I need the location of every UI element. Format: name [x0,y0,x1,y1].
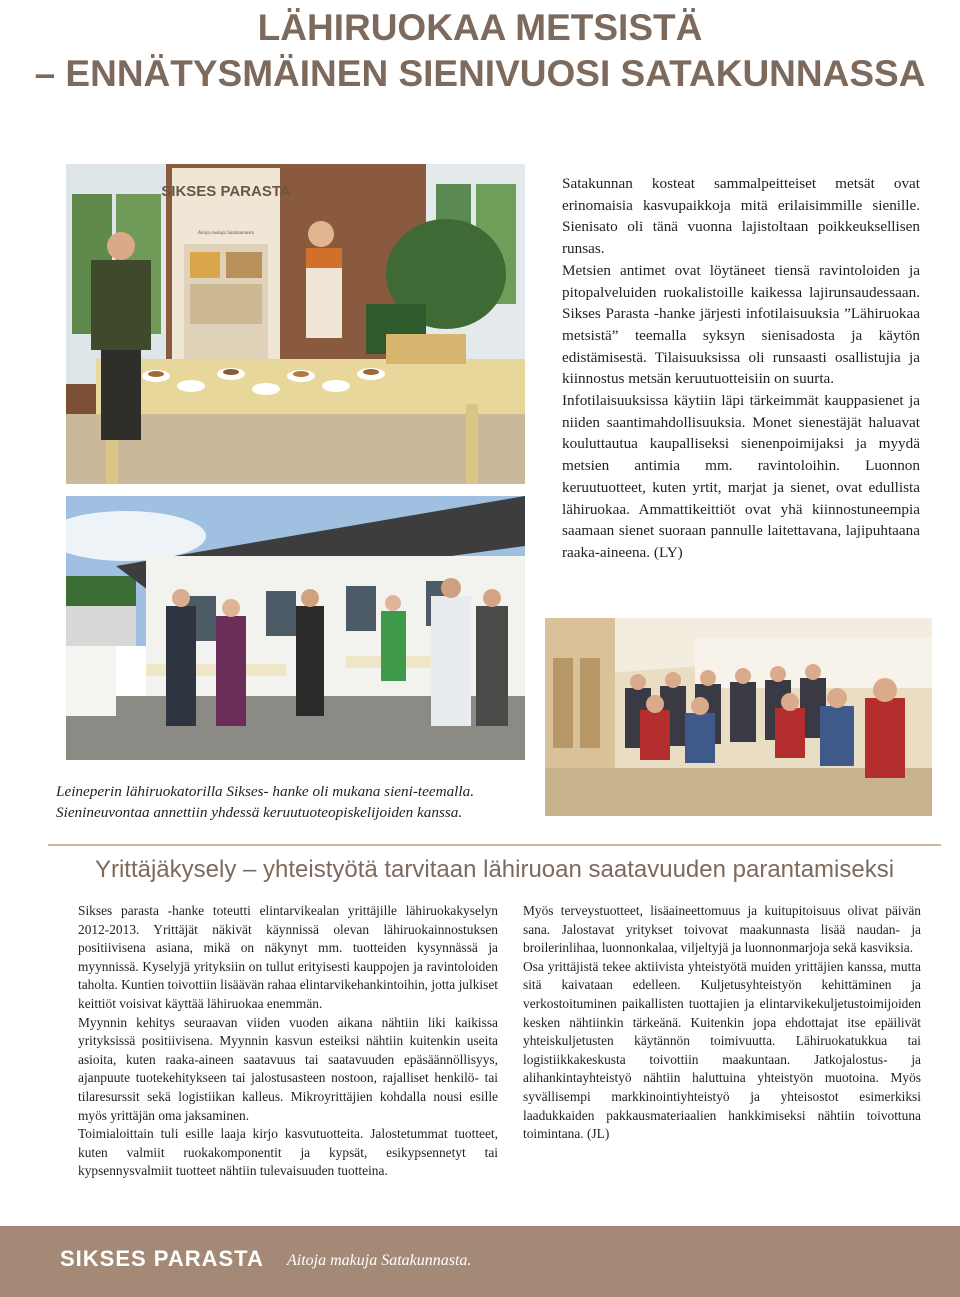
section-heading: Yrittäjäkysely – yhteistyötä tarvitaan lähiruoan saatavuuden parantamiseksi [94,856,895,883]
intro-text [562,173,920,564]
footer-band [0,1226,960,1297]
section-divider [48,844,941,846]
intro-paragraph: Satakunnan kosteat sammalpeitteiset metsät ovat erinomaisia kasvupaikkoja mitä erilaisimmille sienille. Sienisato oli tänä vuonna lajistoltaan poikkeuksellisen runsas. [562,175,920,258]
intro-paragraph: Infotilaisuuksissa käytiin läpi tärkeimmät kauppasienet ja niiden saantimahdollisuuksia. Monet sienestäjät haluavat kouluttautua kaupalliseksi sienenpoimijaksi ja myydä metsien antimia mm. ravintoloihin. Luonnon keruutuotteet, kuten yrtit, marjat ja sienet, ovat edullista lähiruokaa. Ammattikeittiöt ovat yhä kiinnostuneempia saamaan sienet suoraan pannulle laitettavana, lajipuhtaana raaka-aineena. (LY) [562,392,920,561]
intro-paragraph: Metsien antimet ovat löytäneet tiensä ravintoloiden ja pitopalveluiden ruokalistoille kaikessa lajirunsaudessaan. Sikses Parasta -hanke järjesti infotilaisuuksia ”Lähiruokaa metsistä” teemalla syksyn sienisadosta ja käytön edistämisestä. Tilaisuuksissa oli runsaasti osallistujia ja kiinnostus metsän keruutuotteisiin on suurta. [562,261,920,388]
article-paragraph: Myös terveystuotteet, lisäaineettomuus ja kuitupitoisuus olivat päivän sana. Jalostavat yritykset toivovat maakunnasta lisää naudan- ja broilerinlihaa, luonnonkalaa, viljeltyjä ja luonnonmarjoja sekä kasviksia. [523,903,921,956]
photo-outdoor-market [66,496,525,760]
article-paragraph: Toimialoittain tuli esille laaja kirjo kasvutuotteita. Jalostetummat tuotteet, kuten valmiit ruokakomponentit ja kypsät, esikypsennetyt tai kypsennysvalmiit tuotteet nähtiin tulevaisuuden tuotteina. [78,1126,498,1179]
photo-caption [56,781,546,823]
caption-line: Leineperin lähiruokatorilla Sikses- hanke oli mukana sieni-teemalla. [56,783,475,800]
article-column-1 [78,902,498,1181]
photo-info-audience [545,618,932,816]
banner-title: SIKSES PARASTA [161,183,291,200]
article-column-2 [523,902,921,1144]
footer-brand: SIKSES PARASTA [60,1246,264,1271]
article-paragraph: Osa yrittäjistä tekee aktiivista yhteistyötä muiden yrittäjien kanssa, mutta sitä kaivataan edelleen. Kuljetusyhteistyön kehittäminen ja verkostoituminen paikallisten tuottajien ja elintarvikekuljetustoimijoiden kesken nähtiinkin tärkeänä. Kuitenkin jopa ehdottajat itse epäilivät yhteiskuljetusten käytännön toimivuutta. Lähiruokatukkua tai logistiikkakeskusta toivottiin maakuntaan. Jatkojalostus- ja alihankintayhteistyö nähtiin haluttuina yhteistyön muotoina. Myös syvällisempi markkinointiyhteistyö ja yhteisostot esimerkiksi laadukkaiden pakkausmateriaalien hankkimiseksi nähtiin toivottuna toimintana. (JL) [523,958,921,1142]
banner-subtitle: Aitoja makuja Satakunnasta [197,231,255,236]
page-title-line-1: LÄHIRUOKAA METSISTÄ [257,7,703,48]
photo-mushroom-display [66,164,525,484]
footer-tagline: Aitoja makuja Satakunnasta. [287,1252,472,1269]
page-title-line-2: – ENNÄTYSMÄINEN SIENIVUOSI SATAKUNNASSA [34,53,926,94]
article-paragraph: Sikses parasta -hanke toteutti elintarvikealan yrittäjille lähiruokakyselyn 2012-2013. Yrittäjät näkivät käynnissä olevan lähiruokainnostuksen positiivisena asiana, mikä on näkynyt mm. tuotteiden kysynnässä ja myynnissä. Kyselyjä yrityksiin on tullut erityisesti kauppojen ja ravintoloiden taholta. Kuntien toivottiin lisäävän rahaa elintarvikehankintoihin, jotta julkiset keittiöt voisivat käyttää lähiruokaa enemmän. [78,903,498,1011]
article-paragraph: Myynnin kehitys seuraavan viiden vuoden aikana nähtiin liki kaikissa yrityksissä positiivisena. Myynnin kasvun esteiksi nähtiin kuitenkin useita asioita, kuten raaka-aineen saatavuus tai saatavuuden epäsäännöllisyys, ajanpuute tuotekehitykseen tai jalostusasteen nostoon, rajalliset henkilö- tai tilaresurssit sekä logistiikan kalleus. Mikroyrittäjien kohdalla nousi esille myös yrittäjän oma jaksaminen. [78,1014,498,1123]
caption-line: Sienineuvontaa annettiin yhdessä keruutuoteopiskelijoiden kanssa. [56,804,463,821]
